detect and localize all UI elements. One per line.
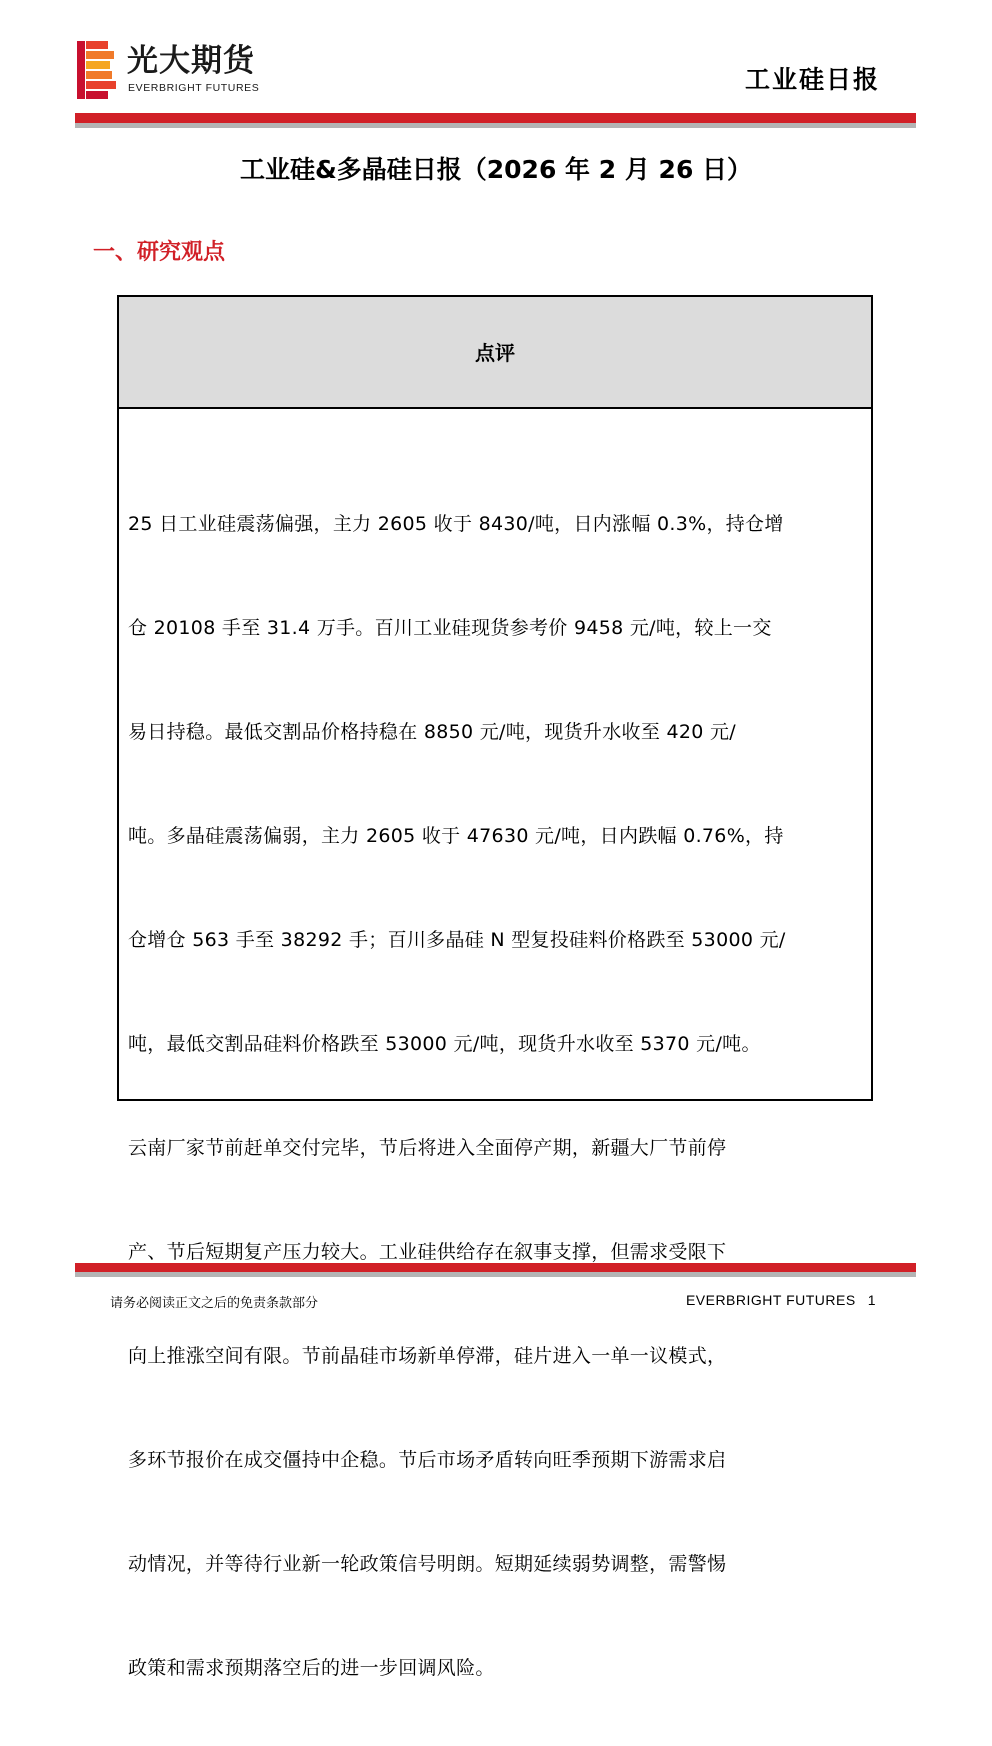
page-number: 1 xyxy=(867,1292,876,1308)
everbright-logo-mark xyxy=(77,41,117,99)
footer-rule xyxy=(75,1263,916,1272)
commentary-line: 易日持稳。最低交割品价格持稳在 8850 元/吨，现货升水收至 420 元/ xyxy=(128,721,736,743)
commentary-line: 政策和需求预期落空后的进一步回调风险。 xyxy=(128,1657,495,1679)
report-type-title: 工业硅日报 xyxy=(744,65,880,94)
commentary-line: 吨，最低交割品硅料价格跌至 53000 元/吨，现货升水收至 5370 元/吨。 xyxy=(128,1033,761,1055)
footer-rule-shadow xyxy=(75,1272,916,1277)
commentary-body xyxy=(128,446,864,1746)
header-rule-shadow xyxy=(75,123,916,128)
commentary-line: 产、节后短期复产压力较大。工业硅供给存在叙事支撑，但需求受限下 xyxy=(128,1241,727,1263)
commentary-line: 动情况，并等待行业新一轮政策信号明朗。短期延续弱势调整，需警惕 xyxy=(128,1553,727,1575)
company-logo xyxy=(77,41,287,99)
footer-brand: EVERBRIGHT FUTURES xyxy=(685,1292,856,1308)
commentary-line: 云南厂家节前赶单交付完毕，节后将进入全面停产期，新疆大厂节前停 xyxy=(128,1137,727,1159)
commentary-line: 多环节报价在成交僵持中企稳。节后市场矛盾转向旺季预期下游需求启 xyxy=(128,1449,727,1471)
logo-name-cn: 光大期货 xyxy=(127,43,255,79)
commentary-line: 仓 20108 手至 31.4 万手。百川工业硅现货参考价 9458 元/吨，较上一交 xyxy=(128,617,772,639)
commentary-header-label: 点评 xyxy=(475,341,515,365)
commentary-line: 向上推涨空间有限。节前晶硅市场新单停滞，硅片进入一单一议模式， xyxy=(128,1345,727,1367)
footer-disclaimer: 请务必阅读正文之后的免责条款部分 xyxy=(110,1296,319,1311)
footer-brand-block xyxy=(686,1292,876,1308)
commentary-line: 25 日工业硅震荡偏强，主力 2605 收于 8430/吨，日内涨幅 0.3%，持仓增 xyxy=(128,513,784,535)
commentary-line: 吨。多晶硅震荡偏弱，主力 2605 收于 47630 元/吨，日内跌幅 0.76%，持 xyxy=(128,825,784,847)
commentary-line: 仓增仓 563 手至 38292 手；百川多晶硅 N 型复投硅料价格跌至 53000 元/ xyxy=(128,929,786,951)
logo-name-en: EVERBRIGHT FUTURES xyxy=(128,82,260,94)
section-heading: 一、研究观点 xyxy=(93,240,226,265)
header-rule xyxy=(75,113,916,123)
commentary-table-header xyxy=(119,297,871,409)
document-title: 工业硅&多晶硅日报（2026 年 2 月 26 日） xyxy=(239,155,753,184)
